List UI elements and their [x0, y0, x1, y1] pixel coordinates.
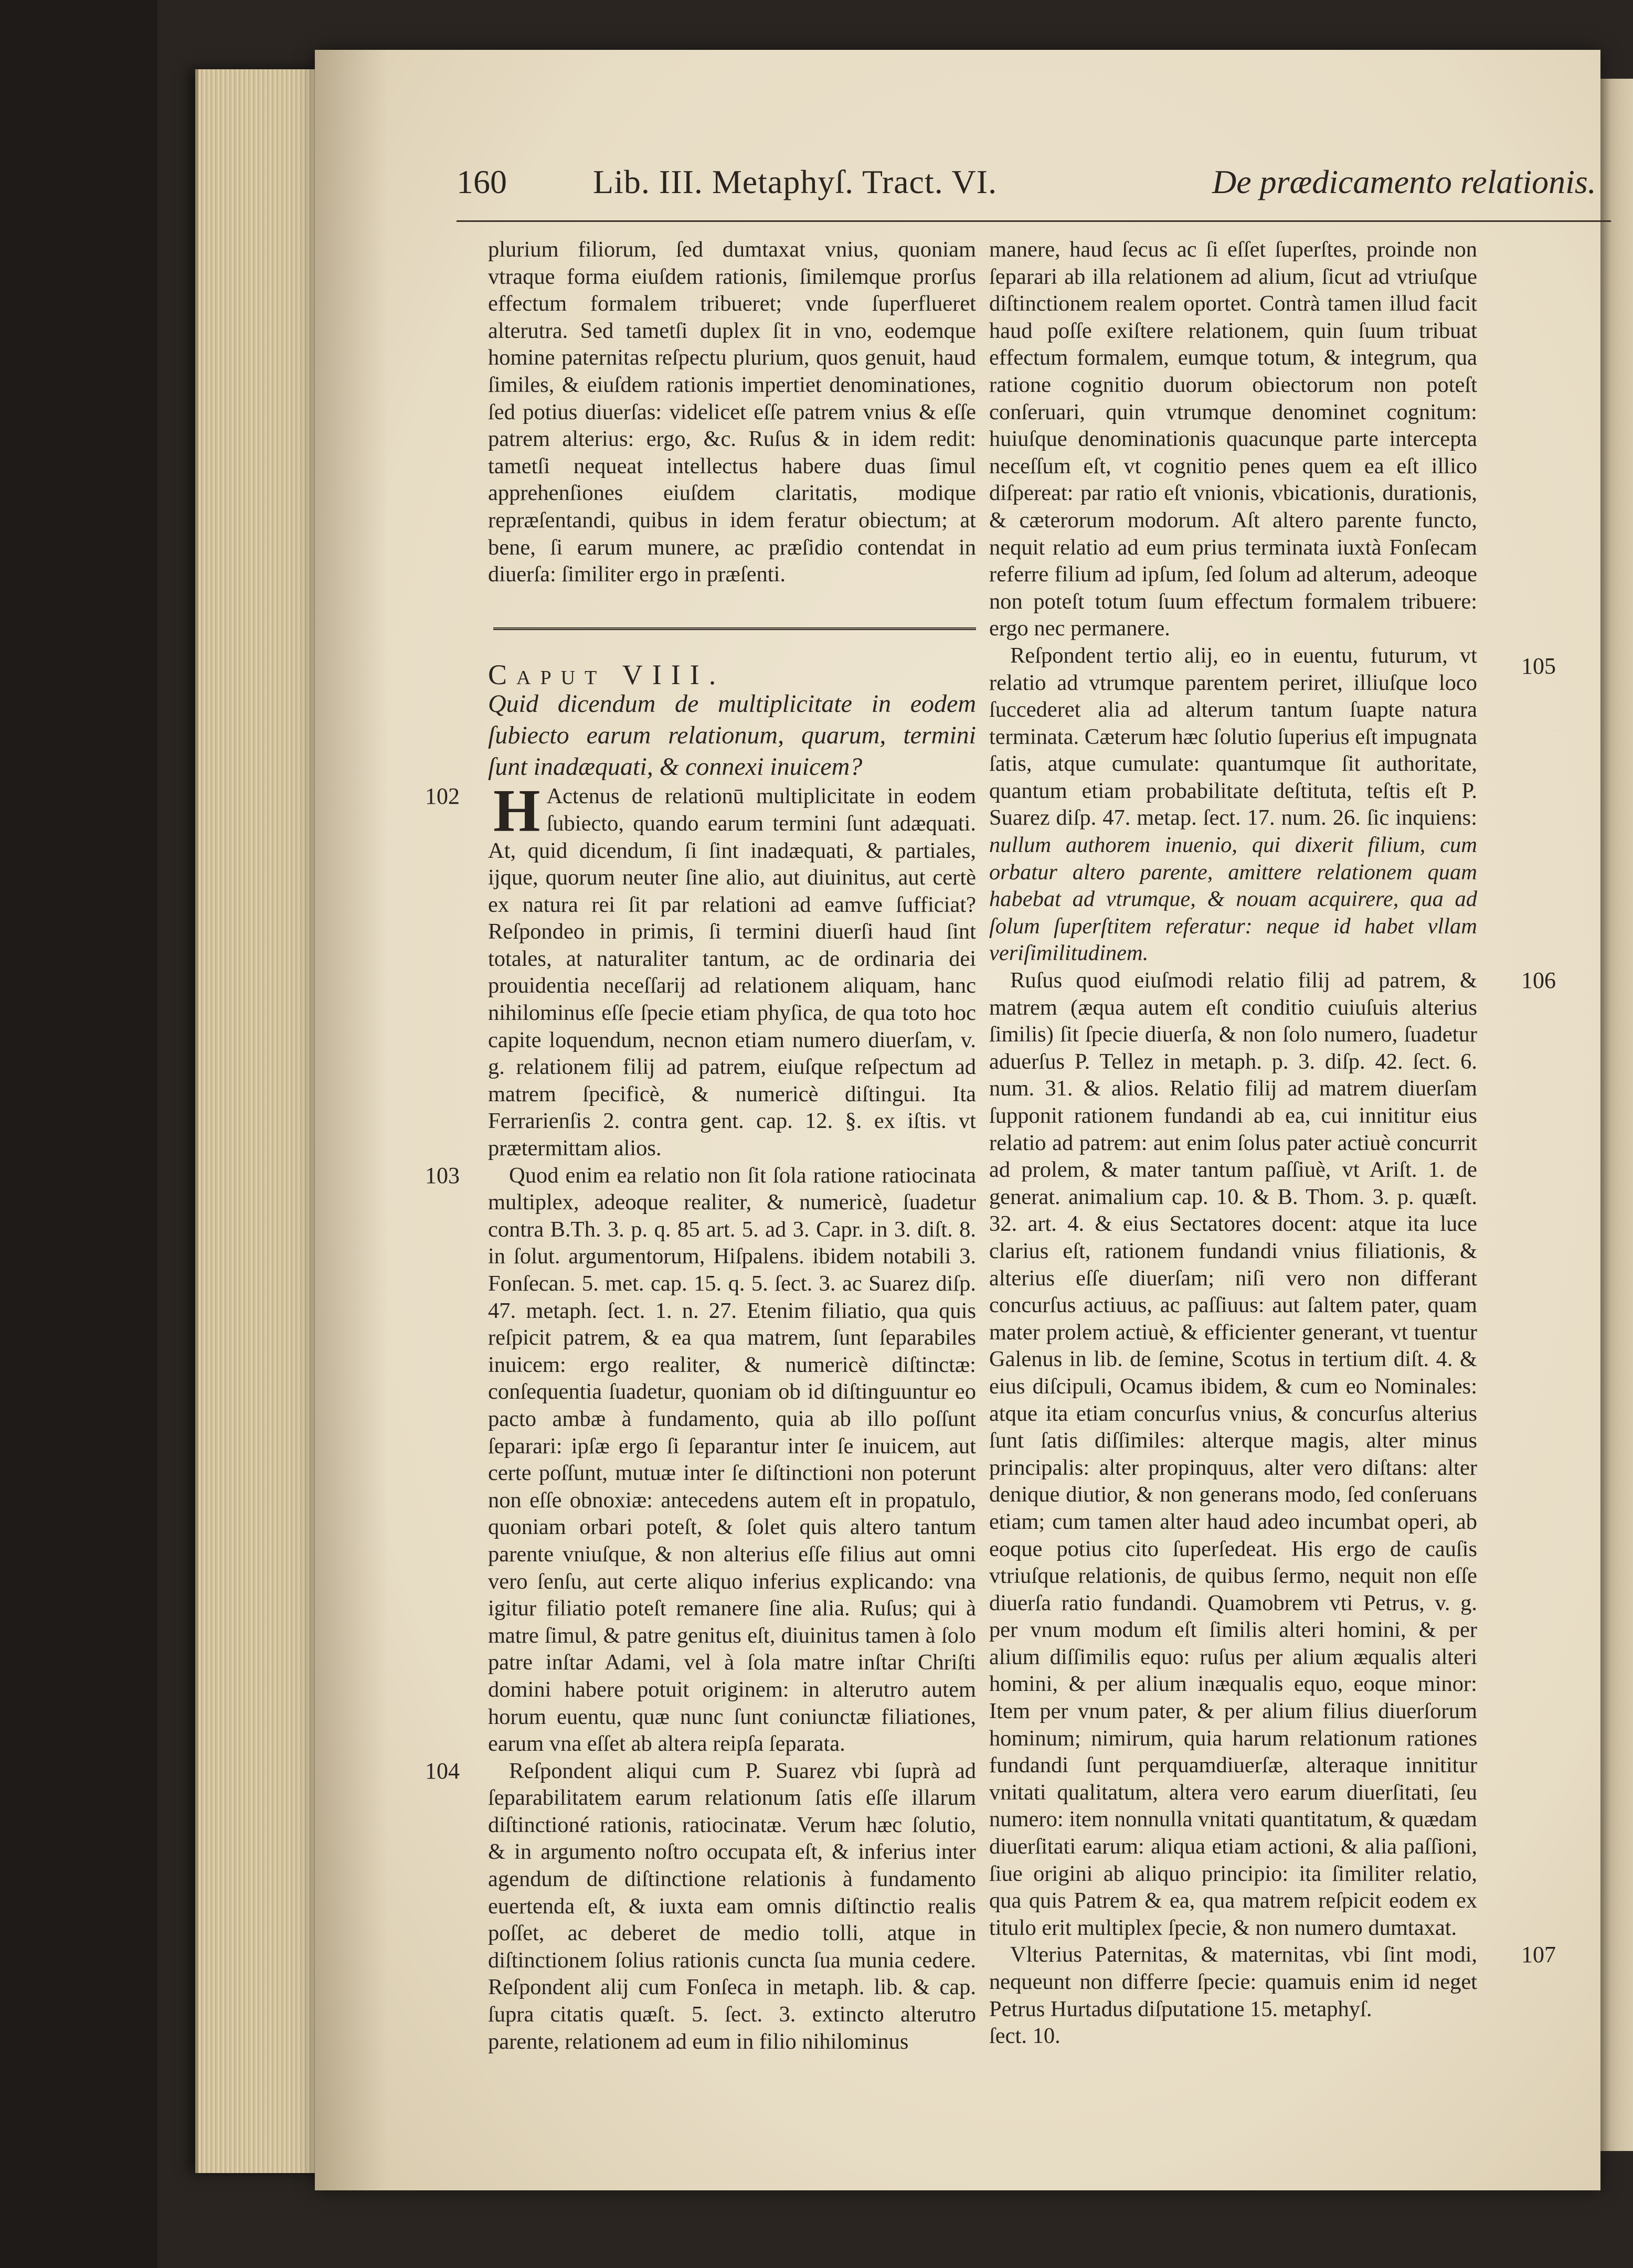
facing-page-edge	[1595, 79, 1633, 2151]
marginal-number: 102	[425, 783, 460, 810]
paragraph-103	[425, 1162, 976, 1758]
paragraph-105	[989, 642, 1556, 967]
catchword: ſect. 10.	[989, 2024, 1061, 2049]
left-opening-text: plurium filiorum, ſed dumtaxat vnius, quoniam vtraque forma eiuſdem rationis, ſimilemque prorſus effectum formalem tribueret; vnde ſuperflueret alterutra. Sed tametſi duplex ſit in vno, eodemque homine paternitas reſpectu plurium, quos genuit, haud ſimiles, & eiuſdem rationis impertiet denominationes, ſed potius diuerſas: videlicet eſſe patrem vnius & eſſe patrem alterius: ergo, &c. Ruſus & in idem redit: tametſi nequeat intellectus habere duas ſimul apprehenſiones eiuſdem claritatis, modique repræſentandi, quibus in idem feratur obiectum; at bene, ſi earum munere, ac præſidio contendat in diuerſa: ſimiliter ergo in præſenti.	[488, 237, 976, 587]
running-subtitle: De prædicamento relationis.	[1212, 163, 1596, 200]
marginal-number: 105	[1521, 653, 1556, 679]
paragraph-text: Vlterius Paternitas, & maternitas, vbi ſint modi, nequeunt non differre ſpecie: quamuis enim id neget Petrus Hurtadus diſputatione 15. metaphyſ.	[989, 1942, 1477, 2021]
right-column	[989, 236, 1556, 2050]
paragraph-text: Ruſus quod eiuſmodi relatio filij ad patrem, & matrem (æqua autem eſt conditio cuiuſuis alterius ſimilis) ſit ſpecie diuerſa, & non ſolo numero, ſuadetur aduerſus P. Tellez in metaph. p. 3. diſp. 42. ſect. 6. num. 31. & alios. Relatio filij ad matrem diuerſam ſupponit rationem fundandi ab ea, cui innititur eius relatio ad patrem: aut enim ſolus pater actiuè concurrit ad prolem, & mater tantum paſſiuè, vt Ariſt. 1. de generat. animalium cap. 10. & B. Thom. 3. p. quæſt. 32. art. 4. & eius Sectatores docent: atque ita luce clarius eſt, rationem fundandi vnius filiationis, & alterius eſſe diuerſam; niſi vero non differant concurſus actiuus, ac paſſiuus: aut ſaltem pater, quam mater prolem actiuè, & efficienter generant, vt tuentur Galenus in lib. de ſemine, Scotus in tertium diſt. 4. & eius diſcipuli, Ocamus ibidem, & cum eo Nominales: atque ita etiam concurſus vnius, & concurſus alterius ſunt ſatis diſſimiles: alterque magis, alter minus principalis: alter propinquus, alter vero diſtans: alter denique diutior, & non generans modo, ſed conſeruans etiam; cum tamen alter haud adeo incumbat operi, ab eoque potius cito ſuperſedeat. His ergo de cauſis vtriuſque relationis, de quibus ſermo, nequit non eſſe diuerſa ratio fundandi. Quamobrem vti Petrus, v. g. per vnum modum eſt ſimilis alteri homini, & per alium diſſimilis equo: ruſus per alium æqualis alteri homini, & per alium inæqualis equo, eoque minor: Item per vnum pater, & per alium filius diuerſorum hominum; nimirum, quia harum relationum rationes fundandi ſunt perquamdiuerſæ, alteraque innititur vnitati qualitatum, altera vero earum diuerſitati, ſeu numero: item nonnulla vnitati quantitatum, & quædam diuerſitati earum: aliqua etiam actioni, & alia paſſioni, ſiue origini ab aliquo principio: ita ſimiliter relatio, qua quis Patrem & ea, qua matrem reſpicit eodem ex titulo erit multiplex ſpecie, & non numero dumtaxat.	[989, 968, 1477, 1940]
paragraph-text: Actenus de relationū multiplicitate in eodem ſubiecto, quando earum termini ſunt adæquati. At, quid dicendum, ſi ſint inadæquati, & partiales, ijque, quorum neuter ſine alio, aut diuinitus, aut certè ex natura rei ſit par relationi ad eamve ſufficiat? Reſpondeo in primis, ſi termini diuerſi haud ſint totales, at naturaliter tantum, ac de ordinaria dei prouidentia neceſſarij ad relationem aliquam, hanc nihilominus eſſe ſpecie etiam phyſica, de qua toto hoc capite loquendum, necnon etiam numero diuerſam, v. g. relationem filij ad patrem, eiuſque reſpectum ad matrem ſpecificè, & numericè diſtingui. Ita Ferrarienſis 2. contra gent. cap. 12. §. ex iſtis. vt prætermittam alios.	[488, 784, 976, 1161]
dark-backdrop	[0, 0, 157, 2268]
running-head	[457, 152, 1611, 222]
running-title: Lib. III. Metaphyſ. Tract. VI.	[593, 163, 998, 200]
quotation: nullum authorem inuenio, qui dixerit filium, cum orbatur altero parente, amittere relationem quam habebat ad vtrumque, & nouam acquirere, qua ad ſolum ſuperſtitem referatur: neque id habet vllam veriſimilitudinem.	[989, 833, 1477, 966]
chapter-title: Caput VIII.	[488, 658, 726, 690]
marginal-number: 107	[1521, 1942, 1556, 1968]
chapter-question: Quid dicendum de multiplicitate in eodem ſubiecto earum relationum, quarum, termini ſunt inadæquati, & connexi inuicem?	[488, 690, 976, 781]
page-number: 160	[457, 163, 507, 200]
paragraph-102	[425, 778, 976, 1162]
chapter-rule	[488, 588, 976, 662]
marginal-number: 106	[1521, 967, 1556, 994]
paragraph-104	[425, 1758, 976, 2056]
paragraph-text: Quod enim ea relatio non ſit ſola ratione ratiocinata multiplex, adeoque realiter, & numericè, ſuadetur contra B.Th. 3. p. q. 85 art. 5. ad 3. Capr. in 3. diſt. 8. in ſolut. argumentorum, Hiſpalens. ibidem notabili 3. Fonſecan. 5. met. cap. 15. q. 5. ſect. 3. ac Suarez diſp. 47. metaph. ſect. 1. n. 27. Etenim filiatio, qua quis reſpicit patrem, & ea qua matrem, ſunt ſeparabiles inuicem: ergo realiter, & numericè diſtinctæ: conſequentia ſuadetur, quoniam ob id diſtinguuntur eo pacto ambæ à fundamento, quia ab illo poſſunt ſeparari: ipſæ ergo ſi ſeparantur inter ſe inuicem, aut certe poſſunt, mutuæ inter ſe diſtinctioni non poterunt non eſſe obnoxiæ: antecedens autem eſt in propatulo, quoniam orbari poteſt, & ſolet quis altero tantum parente vniuſque, & non alterius eſſe filius aut omni vero ſenſu, aut certe aliquo inferius explicando: vna igitur filiatio poteſt remanere ſine alia. Ruſus; qui à matre ſimul, & patre genitus eſt, diuinitus tamen à ſolo patre inſtar Adami, vel à ſola matre inſtar Chriſti domini habere potuit originem: in alterutro autem horum euentu, quæ nunc ſunt coniunctæ filiationes, earum vna eſſet ab altera reipſa ſeparata.	[488, 1163, 976, 1756]
paragraph-text: Reſpondent aliqui cum P. Suarez vbi ſuprà ad ſeparabilitatem earum relationum ſatis eſſe illarum diſtinctioné rationis, ratiocinatæ. Verum hæc ſolutio, & in argumento noſtro occupata eſt, & inferius inter agendum de diſtinctione relationis à fundamento euertenda eſt, & iuxta eam omnis diſtinctio realis poſſet, ac deberet de medio tolli, atque in diſtinctionem ſolius rationis cuncta ſua munia cedere. Reſpondent alij cum Fonſeca in metaph. lib. & cap. ſupra citatis quæſt. 5. ſect. 3. extincto alterutro parente, relationem ad eum in filio nihilominus	[488, 1758, 976, 2054]
book-page-edges	[195, 69, 324, 2173]
right-opening-text: manere, haud ſecus ac ſi eſſet ſuperſtes, proinde non ſeparari ab illa relationem ad alium, ſicut ad vtriuſque diſtinctionem realem oportet. Contrà tamen illud facit haud poſſe exiſtere relationem, quin ſuum tribuat effectum formalem, eumque totum, & integrum, qua ratione cognitio duorum obiectorum non poteſt conſeruari, quin vtrumque denominet cognitum: huiuſque denominationis quacunque parte intercepta neceſſum eſt, vt cognitio penes quem ea eſt illico diſpereat: par ratio eſt vnionis, vbicationis, durationis, & cæterorum modorum. Aſt altero parente functo, nequit relatio ad eum prius terminata iuxtà Fonſecam referre filium ad ipſum, ſed ſolum ad alterum, adeoque non poteſt totum ſuum effectum formalem tribuere: ergo nec permanere.	[989, 237, 1477, 641]
gutter-shadow	[315, 50, 388, 2190]
left-column	[425, 236, 976, 2055]
marginal-number: 103	[425, 1162, 460, 1188]
paragraph-text: Reſpondent tertio alij, eo in euentu, futurum, vt relatio ad vtrumque parentem periret, illiuſque loco ſuccederet alia ad alterum tantum ſuapte natura terminata. Cæterum hæc ſolutio ſuperius eſt impugnata ſatis, atque cumulate: quantumque ſit authoritate, quantum etiam probabilitate deſtituta, teſtis eſt P. Suarez diſp. 47. metap. ſect. 17. num. 26. ſic inquiens:	[989, 643, 1477, 830]
marginal-number: 104	[425, 1758, 460, 1784]
paragraph-106	[989, 967, 1556, 1941]
book-page	[315, 50, 1600, 2190]
paragraph-107	[989, 1941, 1556, 2022]
drop-cap: H	[493, 778, 540, 845]
